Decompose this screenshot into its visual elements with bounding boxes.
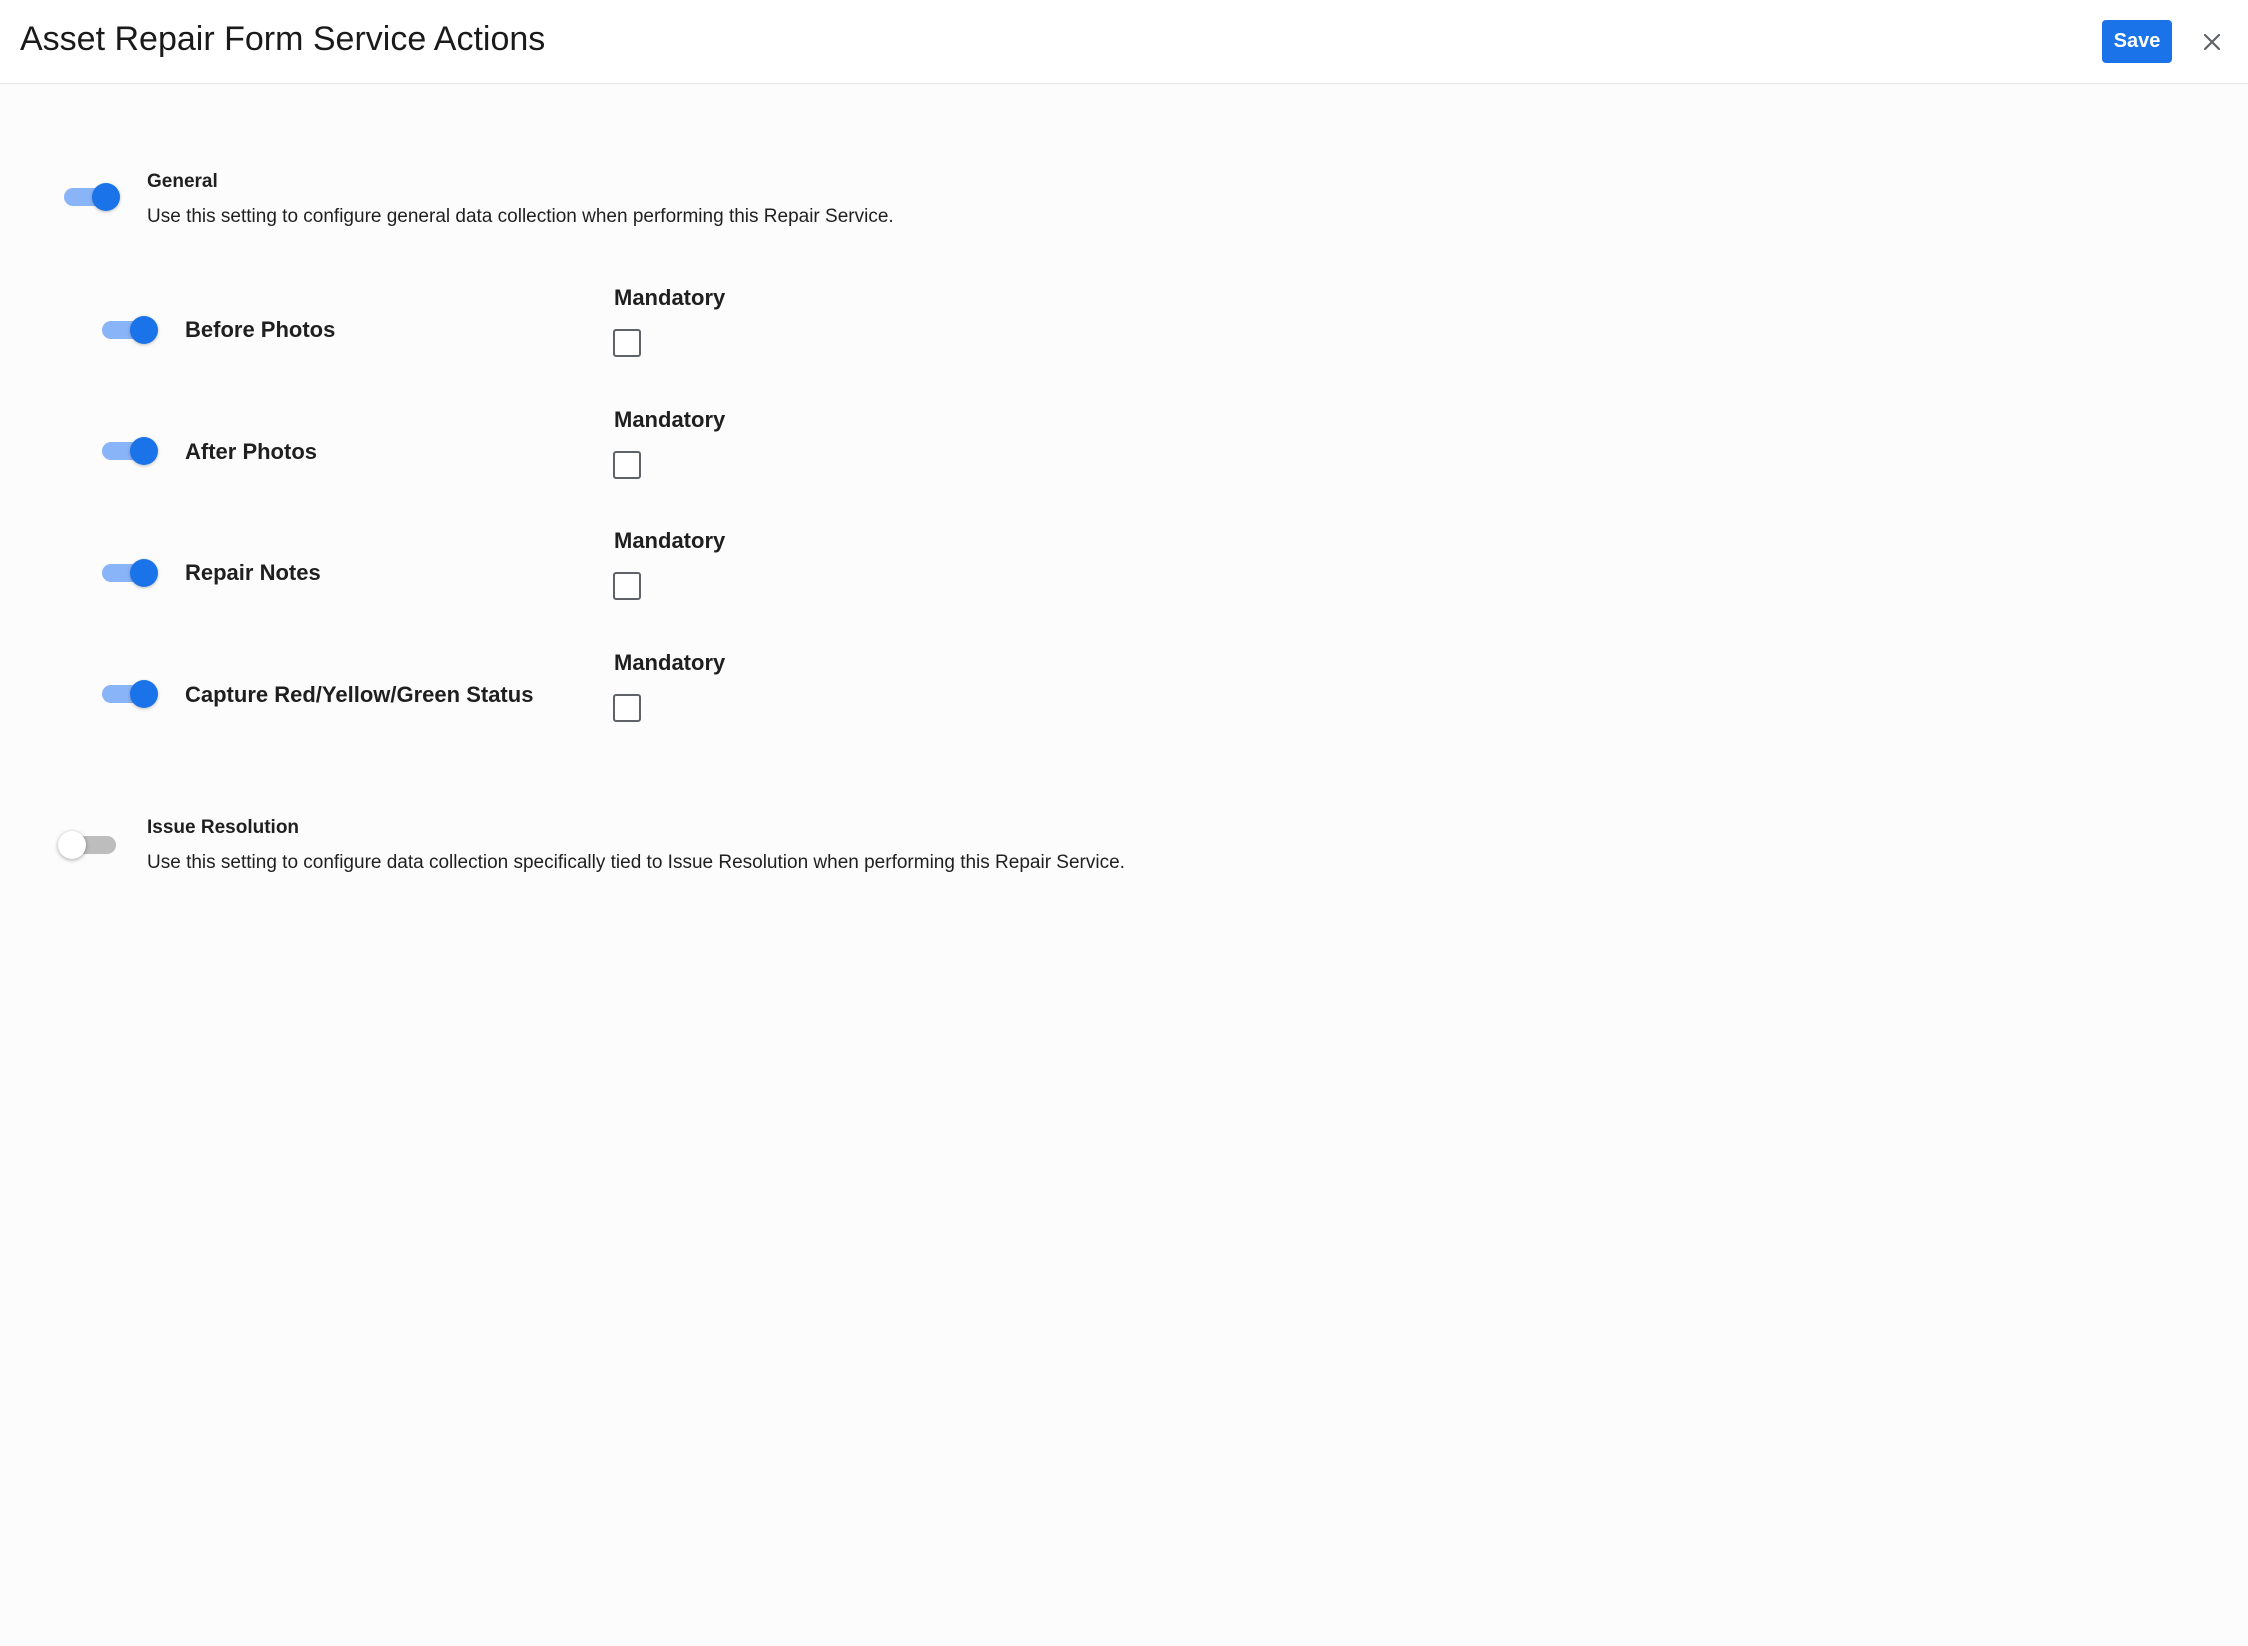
- page-title: Asset Repair Form Service Actions: [20, 20, 546, 58]
- before-photos-toggle[interactable]: [100, 311, 162, 347]
- issue-resolution-toggle[interactable]: [58, 826, 120, 862]
- general-toggle[interactable]: [62, 178, 124, 214]
- toggle-thumb: [130, 559, 158, 587]
- issue-resolution-description: Use this setting to configure data collection specifically tied to Issue Resolution when performing this Repair Service.: [147, 852, 1125, 873]
- toggle-thumb: [130, 680, 158, 708]
- close-button[interactable]: [2196, 26, 2228, 58]
- mandatory-label: Mandatory: [614, 285, 726, 310]
- after-photos-label: After Photos: [185, 439, 317, 464]
- repair-notes-label: Repair Notes: [185, 560, 321, 585]
- after-photos-mandatory-checkbox[interactable]: [613, 451, 641, 479]
- close-icon: [2202, 32, 2222, 52]
- general-description: Use this setting to configure general data collection when performing this Repair Service.: [147, 206, 894, 227]
- dialog-header: [0, 0, 2248, 84]
- issue-resolution-title: Issue Resolution: [147, 817, 300, 838]
- general-title: General: [147, 171, 218, 192]
- status-capture-label: Capture Red/Yellow/Green Status: [185, 682, 534, 707]
- after-photos-toggle[interactable]: [100, 432, 162, 468]
- toggle-thumb: [130, 316, 158, 344]
- repair-notes-toggle[interactable]: [100, 554, 162, 590]
- mandatory-label: Mandatory: [614, 407, 726, 432]
- mandatory-label: Mandatory: [614, 528, 726, 553]
- status-capture-toggle[interactable]: [100, 675, 162, 711]
- toggle-thumb: [58, 831, 86, 859]
- repair-notes-mandatory-checkbox[interactable]: [613, 572, 641, 600]
- toggle-thumb: [130, 437, 158, 465]
- before-photos-label: Before Photos: [185, 317, 336, 342]
- mandatory-label: Mandatory: [614, 650, 726, 675]
- status-capture-mandatory-checkbox[interactable]: [613, 694, 641, 722]
- before-photos-mandatory-checkbox[interactable]: [613, 329, 641, 357]
- toggle-thumb: [92, 183, 120, 211]
- save-button[interactable]: Save: [2102, 20, 2172, 63]
